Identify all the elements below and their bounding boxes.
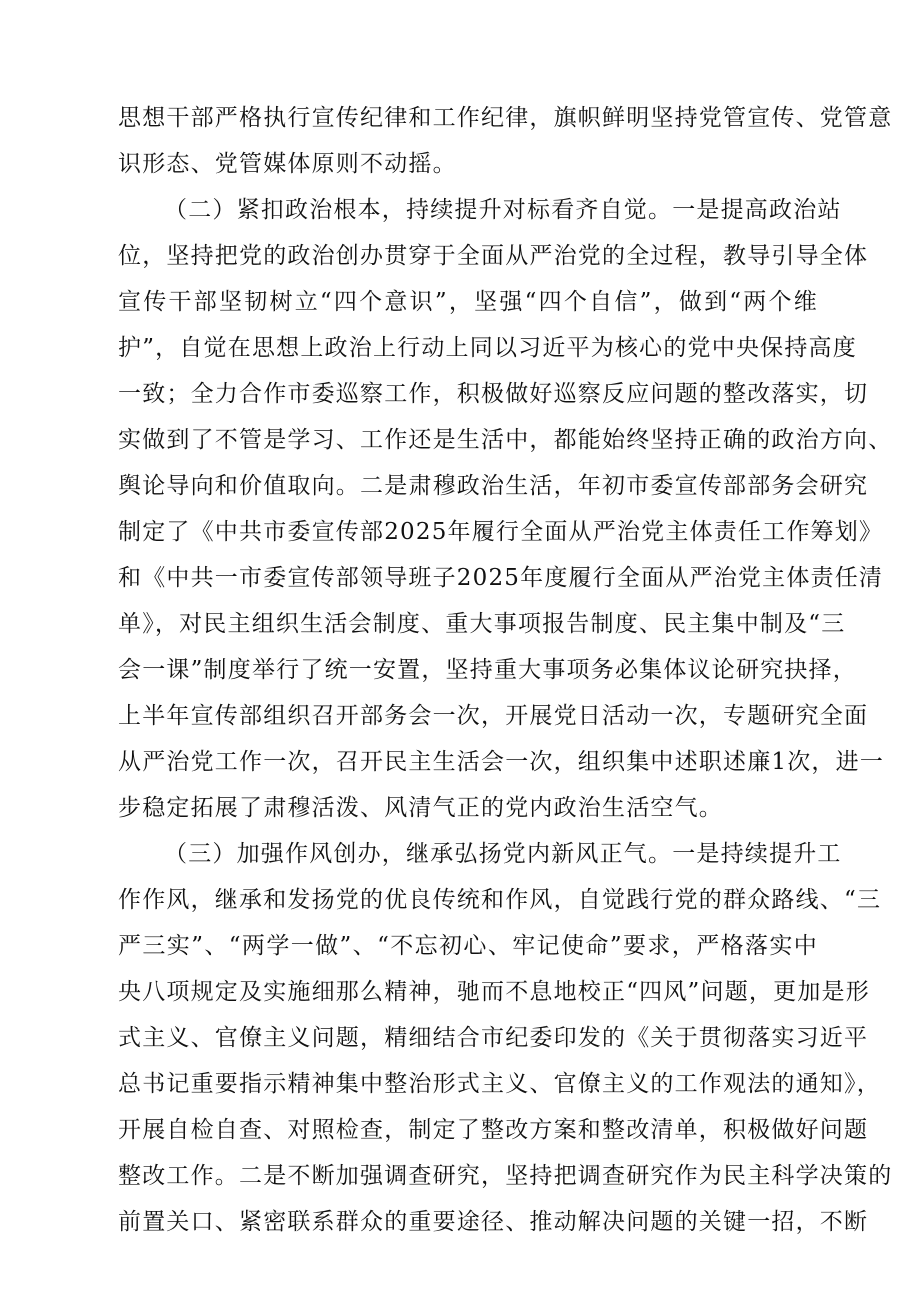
text-line: 制定了《中共市委宣传部2025年履行全面从严治党主体责任工作筹划》: [118, 519, 884, 545]
text-line: 思想干部严格执行宣传纪律和工作纪律，旗帜鲜明坚持党管宣传、党管意: [118, 105, 893, 131]
text-line: 和《中共一市委宣传部领导班子2025年度履行全面从严治党主体责任清: [118, 565, 884, 591]
text-line: 开展自检自查、对照检查，制定了整改方案和整改清单，积极做好问题: [118, 1117, 869, 1143]
text-line: 总书记重要指示精神集中整治形式主义、官僚主义的工作观法的通知》，: [118, 1071, 881, 1097]
text-line: 一致；全力合作市委巡察工作，积极做好巡察反应问题的整改落实，切: [118, 381, 869, 407]
text-line: 严三实”、“两学一做”、“不忘初心、牢记使命”要求，严格落实中: [118, 933, 818, 959]
text-line: 识形态、党管媒体原则不动摇。: [118, 151, 457, 177]
text-line: 上半年宣传部组织召开部务会一次，开展党日活动一次，专题研究全面: [118, 703, 869, 729]
text-line: 单》，对民主组织生活会制度、重大事项报告制度、民主集中制及“三: [118, 611, 846, 637]
text-line: 前置关口、紧密联系群众的重要途径、推动解决问题的关键一招，不断: [118, 1209, 869, 1235]
text-line: 位，坚持把党的政治创办贯穿于全面从严治党的全过程，教导引导全体: [118, 243, 869, 269]
text-line: 会一课”制度举行了统一安置，坚持重大事项务必集体议论研究抉择，: [118, 657, 857, 683]
text-line: （三）加强作风创办，继承弘扬党内新风正气。一是持续提升工: [164, 841, 842, 867]
text-line: 护”，自觉在思想上政治上行动上同以习近平为核心的党中央保持高度: [118, 335, 857, 361]
text-line: 从严治党工作一次，召开民主生活会一次，组织集中述职述廉1次，进一: [118, 749, 885, 775]
text-line: 央八项规定及实施细那么精神，驰而不息地校正“四风”问题，更加是形: [118, 979, 870, 1005]
text-line: 实做到了不管是学习、工作还是生活中，都能始终坚持正确的政治方向、: [118, 427, 893, 453]
text-line: 作作风，继承和发扬党的优良传统和作风，自觉践行党的群众路线、“三: [118, 887, 882, 913]
text-line: 整改工作。二是不断加强调查研究，坚持把调查研究作为民主科学决策的: [118, 1163, 893, 1189]
text-line: 舆论导向和价值取向。二是肃穆政治生活，年初市委宣传部部务会研究: [118, 473, 869, 499]
text-line: 式主义、官僚主义问题，精细结合市纪委印发的《关于贯彻落实习近平: [118, 1025, 869, 1051]
text-line: 步稳定拓展了肃穆活泼、风清气正的党内政治生活空气。: [118, 795, 723, 821]
text-line: （二）紧扣政治根本，持续提升对标看齐自觉。一是提高政治站: [164, 197, 842, 223]
text-line: 宣传干部坚韧树立“四个意识”，坚强“四个自信”，做到“两个维: [118, 289, 818, 315]
